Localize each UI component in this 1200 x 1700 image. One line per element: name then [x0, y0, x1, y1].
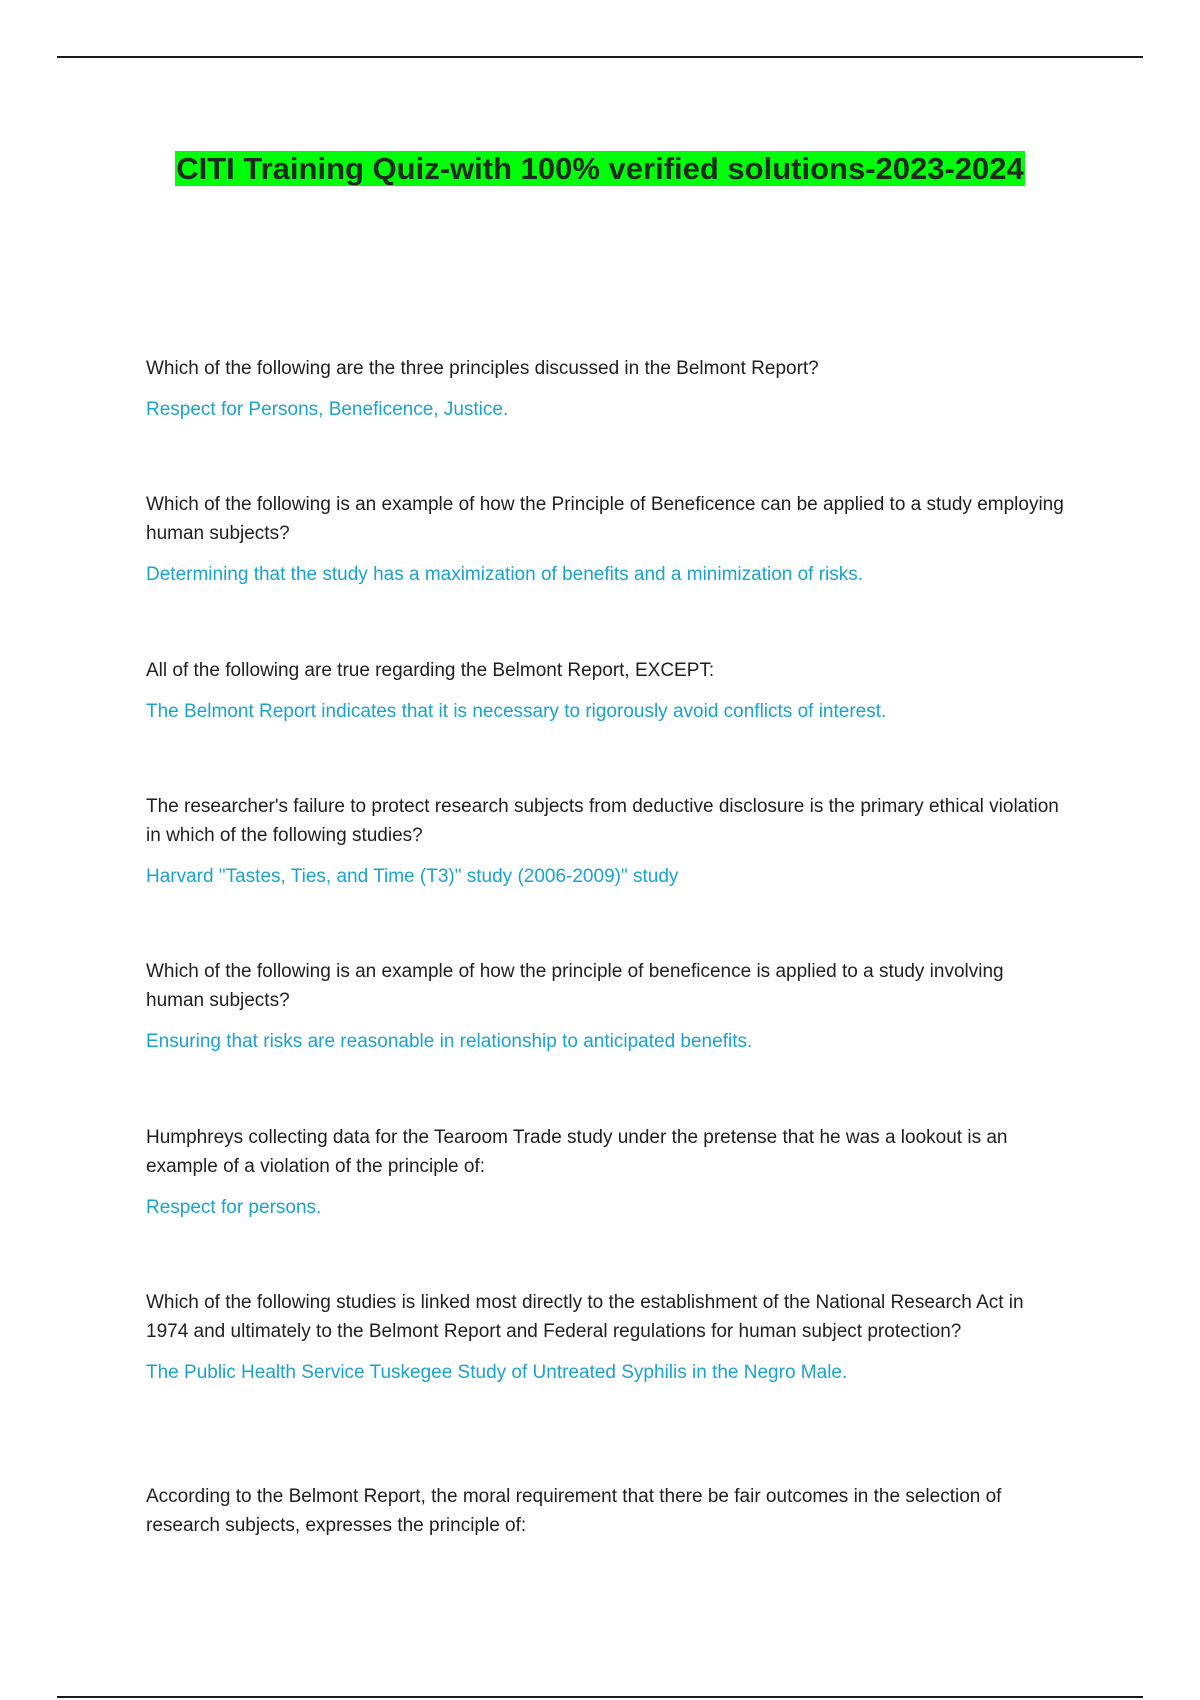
qa-item: [146, 1482, 1066, 1540]
question-text: Which of the following are the three principles discussed in the Belmont Report?: [146, 358, 819, 379]
answer-text: Respect for persons.: [146, 1197, 322, 1218]
answer-text: Harvard "Tastes, Ties, and Time (T3)" study (2006-2009)" study: [146, 866, 679, 887]
footer-rule: [57, 1696, 1143, 1698]
question-text: Which of the following is an example of how the Principle of Beneficence can be applied to a study employing human subjects?: [146, 494, 1064, 544]
question-text: According to the Belmont Report, the moral requirement that there be fair outcomes in the selection of research subjects, expresses the principle of:: [146, 1486, 1002, 1536]
qa-item: [146, 1288, 1066, 1387]
qa-item: [146, 957, 1066, 1056]
question-text: Which of the following is an example of how the principle of beneficence is applied to a study involving human subjects?: [146, 961, 1004, 1011]
qa-item: [146, 490, 1066, 589]
question-text: The researcher's failure to protect research subjects from deductive disclosure is the primary ethical violation in which of the following studies?: [146, 796, 1059, 846]
qa-item: [146, 354, 1066, 424]
answer-text: Ensuring that risks are reasonable in relationship to anticipated benefits.: [146, 1031, 753, 1052]
question-text: Humphreys collecting data for the Tearoom Trade study under the pretense that he was a lookout is an example of a violation of the principle of:: [146, 1127, 1008, 1177]
qa-item: [146, 1123, 1066, 1222]
question-text: All of the following are true regarding the Belmont Report, EXCEPT:: [146, 660, 715, 681]
qa-item: [146, 656, 1066, 726]
answer-text: The Belmont Report indicates that it is necessary to rigorously avoid conflicts of interest.: [146, 701, 887, 722]
qa-item: [146, 792, 1066, 891]
answer-text: The Public Health Service Tuskegee Study of Untreated Syphilis in the Negro Male.: [146, 1362, 848, 1383]
title-block: [0, 146, 1200, 191]
document-title: CITI Training Quiz-with 100% verified solutions-2023-2024: [176, 151, 1024, 186]
answer-text: Respect for Persons, Beneficence, Justice.: [146, 399, 509, 420]
header-rule: [57, 56, 1143, 58]
question-text: Which of the following studies is linked most directly to the establishment of the National Research Act in 1974 and ultimately to the Belmont Report and Federal regulations for human subject protection?: [146, 1292, 1024, 1342]
answer-text: Determining that the study has a maximization of benefits and a minimization of risks.: [146, 564, 864, 585]
